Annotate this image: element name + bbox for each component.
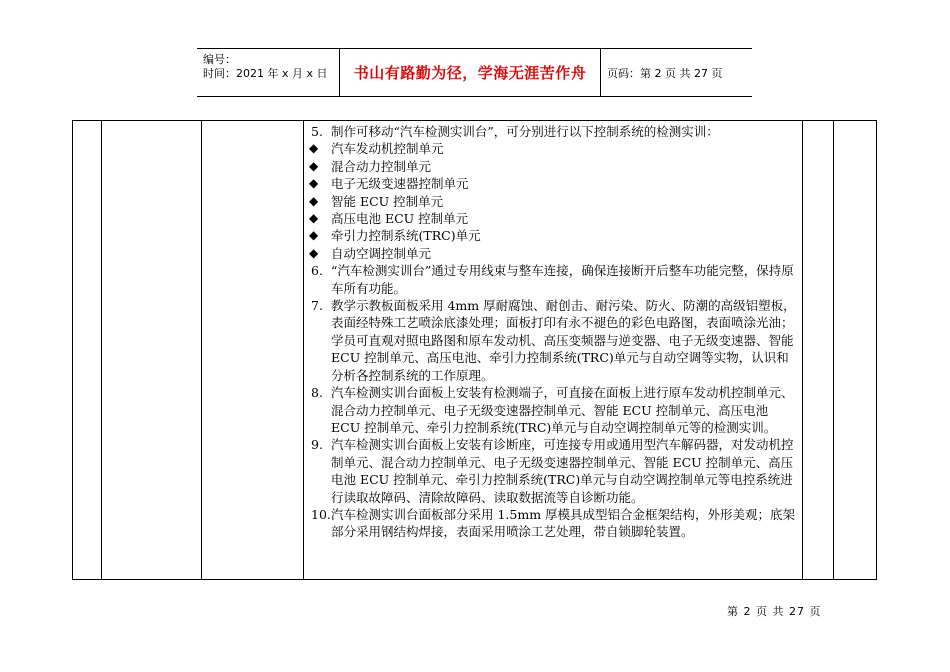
bullet-text: 电子无级变速器控制单元: [331, 176, 469, 192]
table-column-divider: [101, 121, 102, 579]
bullet-item: [307, 175, 801, 192]
header-motto: 书山有路勤为径，学海无涯苦作舟: [353, 64, 587, 82]
bullet-text: 混合动力控制单元: [331, 158, 432, 174]
table-column-divider: [833, 121, 834, 579]
header-page-cell: [601, 49, 752, 96]
requirements-content: [307, 123, 801, 541]
bullet-item: [307, 140, 801, 157]
bullet-item: [307, 193, 801, 210]
list-item: [307, 506, 801, 541]
document-number-label: 编号：: [203, 53, 236, 66]
bullet-text: 高压电池 ECU 控制单元: [331, 211, 469, 227]
table-column-divider: [201, 121, 202, 579]
item-text: 制作可移动“汽车检测实训台”，可分别进行以下控制系统的检测实训：: [331, 124, 719, 139]
spec-table: [72, 120, 877, 580]
document-date-label: 时间：2021 年 x 月 x 日: [203, 67, 328, 80]
bullet-item: [307, 210, 801, 227]
diamond-bullet-icon: ◆: [309, 228, 319, 243]
list-item: [307, 384, 801, 436]
bullet-item: [307, 158, 801, 175]
diamond-bullet-icon: ◆: [309, 193, 319, 208]
bullet-item: [307, 227, 801, 244]
item-number: 8.: [311, 385, 323, 401]
list-item: [307, 436, 801, 506]
page-header: [197, 48, 752, 97]
bullet-text: 自动空调控制单元: [331, 245, 432, 261]
bullet-text: 智能 ECU 控制单元: [331, 193, 444, 209]
item-text: 汽车检测实训台面板上安装有检测端子，可直接在面板上进行原车发动机控制单元、混合动力控制单元、电子无级变速器控制单元、智能 ECU 控制单元、高压电池 ECU 控制单元、牵引力控制系统(TRC)单元与自动空调控制单元等的检测实训。: [331, 385, 794, 435]
header-page-number: 页码：第 2 页 共 27 页: [607, 66, 723, 80]
list-item: [307, 297, 801, 384]
bullet-text: 汽车发动机控制单元: [331, 141, 444, 157]
diamond-bullet-icon: ◆: [309, 211, 319, 226]
table-column-divider: [303, 121, 304, 579]
item-text: 教学示教板面板采用 4mm 厚耐腐蚀、耐创击、耐污染、防火、防潮的高级铝塑板，表面经特殊工艺喷涂底漆处理；面板打印有永不褪色的彩色电路图，表面喷涂光油；学员可直观对照电路图和原车发动机、高压变频器与逆变器、电子无级变速器、智能 ECU 控制单元、高压电池、牵引力控制系统(TRC)单元与自动空调等实物，认识和分析各控制系统的工作原理。: [331, 298, 796, 383]
item-text: “汽车检测实训台”通过专用线束与整车连接，确保连接断开后整车功能完整，保持原车所有功能。: [331, 263, 794, 296]
table-column-divider: [802, 121, 803, 579]
diamond-bullet-icon: ◆: [309, 176, 319, 191]
diamond-bullet-icon: ◆: [309, 158, 319, 173]
item-text: 汽车检测实训台面板部分采用 1.5mm 厚模具成型铝合金框架结构，外形美观；底架部分采用钢结构焊接，表面采用喷涂工艺处理，带自锁脚轮装置。: [331, 506, 796, 540]
item-number: 10.: [311, 506, 331, 522]
item-number: 6.: [311, 263, 323, 279]
item-text: 汽车检测实训台面板上安装有诊断座，可连接专用或通用型汽车解码器，对发动机控制单元、混合动力控制单元、电子无级变速器控制单元、智能 ECU 控制单元、高压电池 ECU 控制单元、牵引力控制系统(TRC)单元与自动空调控制单元等电控系统进行读取故障码、清除故障码、读取数据流等自诊断功能。: [331, 437, 794, 505]
diamond-bullet-icon: ◆: [309, 245, 319, 260]
item-number: 5.: [311, 124, 323, 139]
list-item: [307, 262, 801, 297]
bullet-text: 牵引力控制系统(TRC)单元: [331, 228, 481, 244]
diamond-bullet-icon: ◆: [309, 141, 319, 156]
page-footer: 第 2 页 共 27 页: [727, 605, 822, 618]
bullet-item: [307, 245, 801, 262]
item-number: 9.: [311, 437, 323, 453]
header-meta: [197, 49, 339, 96]
list-item: [307, 123, 801, 140]
item-number: 7.: [311, 298, 323, 314]
header-motto-cell: [339, 49, 601, 96]
